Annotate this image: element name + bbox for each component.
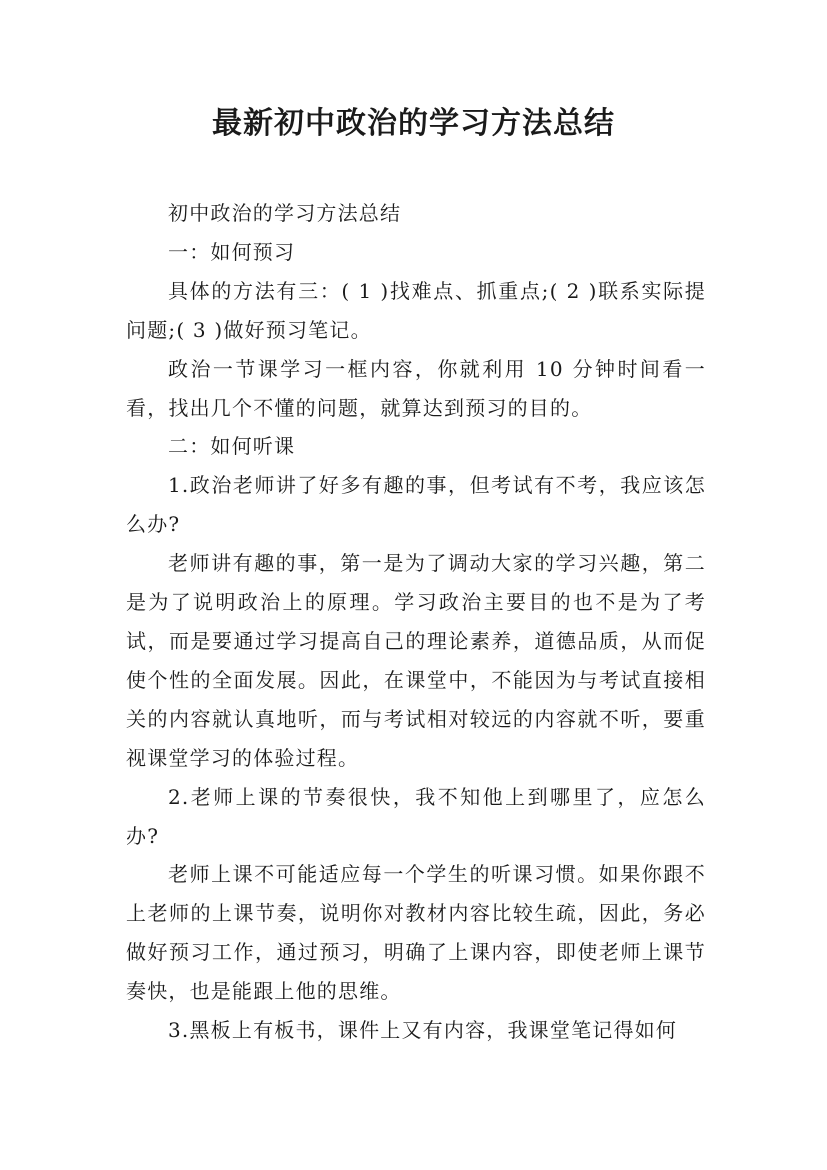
paragraph: 政治一节课学习一框内容，你就利用 10 分钟时间看一看，找出几个不懂的问题，就算达到预习的目的。 [126,356,706,420]
paragraph: 老师讲有趣的事，第一是为了调动大家的学习兴趣，第二是为了说明政治上的原理。学习政治主要目的也不是为了考试，而是要通过学习提高自己的理论素养，道德品质，从而促使个性的全面发展。因此，在课堂中，不能因为与考试直接相关的内容就认真地听，而与考试相对较远的内容就不听，要重视课堂学习的体验过程。 [126,551,706,770]
question-item: 3.黑板上有板书，课件上又有内容，我课堂笔记得如何 [168,1018,678,1043]
question-item: 1.政治老师讲了好多有趣的事，但考试有不考，我应该怎么办? [126,473,706,537]
section-heading-listening: 二：如何听课 [168,434,296,459]
document-title: 最新初中政治的学习方法总结 [212,106,615,141]
question-item: 2.老师上课的节奏很快，我不知他上到哪里了，应怎么办? [126,784,706,848]
paragraph-subtitle: 初中政治的学习方法总结 [168,201,402,225]
paragraph: 老师上课不可能适应每一个学生的听课习惯。如果你跟不上老师的上课节奏，说明你对教材内容比较生疏，因此，务必做好预习工作，通过预习，明确了上课内容，即使老师上课节奏快，也是能跟上他的思维。 [126,862,706,1004]
document-body [126,194,706,1050]
section-heading-preview: 一：如何预习 [168,239,296,264]
paragraph: 具体的方法有三：( 1 )找难点、抓重点;( 2 )联系实际提问题;( 3 )做好预习笔记。 [126,278,706,342]
